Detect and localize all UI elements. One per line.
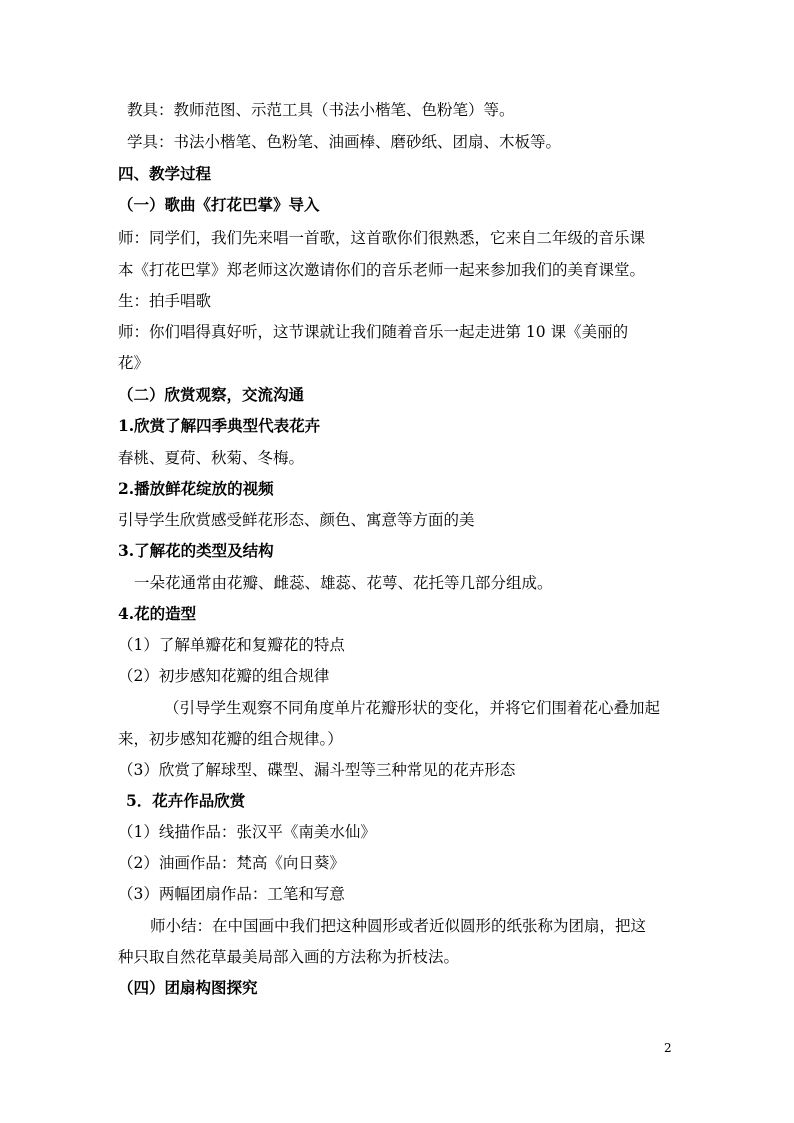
body-line: （2）初步感知花瓣的组合规律	[118, 667, 330, 685]
body-line: 花》	[118, 354, 150, 372]
body-line: （3）两幅团扇作品：工笔和写意	[118, 885, 345, 903]
learning-tools-line: 学具：书法小楷笔、色粉笔、油画棒、磨砂纸、团扇、木板等。	[127, 133, 562, 151]
numbered-heading: 5．花卉作品欣赏	[126, 791, 246, 810]
body-line: （1）了解单瓣花和复瓣花的特点	[118, 636, 345, 654]
body-line: （3）欣赏了解球型、碟型、漏斗型等三种常见的花卉形态	[118, 761, 516, 779]
body-line: 本《打花巴掌》郑老师这次邀请你们的音乐老师一起来参加我们的美育课堂。	[118, 261, 646, 279]
page-number: 2	[664, 1041, 672, 1055]
body-line: （引导学生观察不同角度单片花瓣形状的变化，并将它们围着花心叠加起	[164, 699, 661, 717]
body-line: 来，初步感知花瓣的组合规律。）	[118, 730, 343, 748]
body-line: 春桃、夏荷、秋菊、冬梅。	[118, 449, 305, 467]
body-line: 引导学生欣赏感受鲜花形态、颜色、寓意等方面的美	[118, 511, 475, 529]
body-line: （1）线描作品：张汉平《南美水仙》	[118, 823, 376, 841]
section-heading-teaching-process: 四、教学过程	[118, 164, 212, 183]
body-line: 生：拍手唱歌	[118, 292, 212, 310]
body-line: （2）油画作品：梵高《向日葵》	[118, 854, 345, 872]
subheading-song-intro: （一）歌曲《打花巴掌》导入	[118, 195, 320, 214]
body-line: 一朵花通常由花瓣、雌蕊、雄蕊、花萼、花托等几部分组成。	[134, 574, 553, 592]
numbered-heading: 4.花的造型	[118, 604, 197, 623]
body-line: 师：你们唱得真好听，这节课就让我们随着音乐一起走进第 10 课《美丽的	[118, 323, 629, 341]
body-line: 师小结：在中国画中我们把这种圆形或者近似圆形的纸张称为团扇，把这	[150, 917, 647, 935]
body-line: 师：同学们，我们先来唱一首歌，这首歌你们很熟悉，它来自二年级的音乐课	[118, 229, 646, 247]
subheading-fan-composition: （四）团扇构图探究	[118, 978, 258, 997]
body-line: 种只取自然花草最美局部入画的方法称为折枝法。	[118, 948, 460, 966]
numbered-heading: 2.播放鲜花绽放的视频	[118, 479, 274, 498]
numbered-heading: 3.了解花的类型及结构	[118, 541, 274, 560]
subheading-appreciate-observe: （二）欣赏观察，交流沟通	[118, 385, 305, 404]
teaching-aids-line: 教具：教师范图、示范工具（书法小楷笔、色粉笔）等。	[127, 101, 515, 119]
numbered-heading: 1.欣赏了解四季典型代表花卉	[118, 416, 321, 435]
